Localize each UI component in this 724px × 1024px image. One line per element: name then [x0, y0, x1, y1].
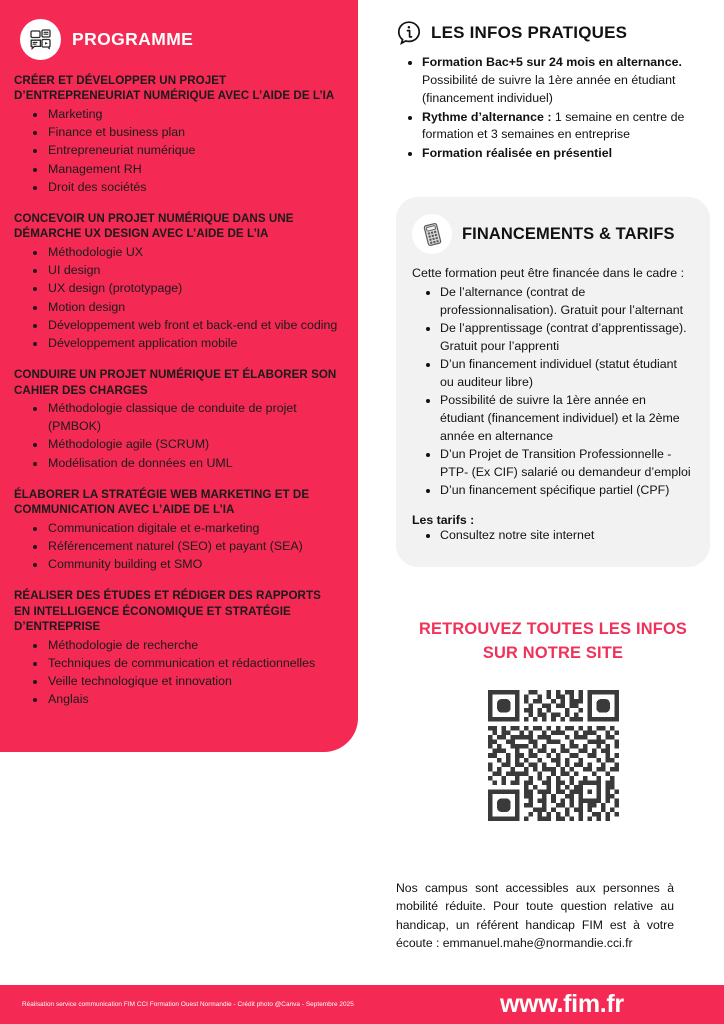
list-item: [408, 145, 710, 163]
tarifs-list: [412, 527, 692, 545]
list-item: Possibilité de suivre la 1ère année en étudiant (financement individuel) et la 2ème année en alternance: [426, 392, 692, 446]
programme-panel: [0, 0, 358, 752]
list-item: Motion design: [33, 298, 340, 316]
programme-section: [14, 73, 340, 196]
programme-sections: [14, 60, 340, 709]
footer-bar: [0, 985, 724, 1024]
list-item: Modélisation de données en UML: [33, 454, 340, 472]
list-item: Techniques de communication et rédactionnelles: [33, 654, 340, 672]
programme-section: [14, 211, 340, 352]
list-item: Référencement naturel (SEO) et payant (SEA): [33, 537, 340, 555]
financements-intro: Cette formation peut être financée dans le cadre :: [412, 266, 685, 281]
list-item: Développement web front et back-end et vibe coding: [33, 316, 340, 334]
financements-header: [412, 214, 692, 254]
section-list: [14, 399, 340, 472]
list-item: Entrepreneuriat numérique: [33, 141, 340, 159]
financements-card: [396, 197, 710, 566]
section-heading: CONCEVOIR UN PROJET NUMÉRIQUE DANS UNE DÉMARCHE UX DESIGN AVEC L’AIDE DE L’IA: [14, 211, 294, 241]
programme-title: PROGRAMME: [72, 29, 194, 49]
info-bubble-icon: [396, 20, 422, 46]
section-list: [14, 519, 340, 574]
financements-list: [412, 284, 692, 500]
qr-code[interactable]: [488, 690, 619, 821]
list-item: D’un Projet de Transition Professionnelle -PTP- (Ex CIF) salarié ou demandeur d’emploi: [426, 446, 692, 482]
list-item: Méthodologie classique de conduite de projet (PMBOK): [33, 399, 340, 435]
right-column: [396, 0, 710, 953]
list-item-bold: Formation réalisée en présentiel: [422, 146, 613, 161]
list-item: Méthodologie UX: [33, 243, 340, 261]
list-item: D’un financement spécifique partiel (CPF): [426, 482, 692, 500]
infos-pratiques-list: [396, 54, 710, 163]
list-item: UI design: [33, 261, 340, 279]
list-item: Veille technologique et innovation: [33, 672, 340, 690]
accessibility-text: Nos campus sont accessibles aux personnes à mobilité réduite. Pour toute question relative au handicap, un référent handicap FIM est à votre écoute : emmanuel.mahe@normandie.cci.fr: [396, 880, 674, 951]
qr-heading: [396, 617, 710, 666]
infos-pratiques-title: LES INFOS PRATIQUES: [431, 23, 628, 42]
section-heading: ÉLABORER LA STRATÉGIE WEB MARKETING ET DE COMMUNICATION AVEC L’AIDE DE L’IA: [14, 487, 310, 517]
qr-heading-line2: SUR NOTRE SITE: [482, 644, 624, 663]
programme-header: [14, 0, 340, 60]
section-heading: RÉALISER DES ÉTUDES ET RÉDIGER DES RAPPORTS EN INTELLIGENCE ÉCONOMIQUE ET STRATÉGIE D’ENTREPRISE: [14, 589, 321, 634]
footer-credit: Réalisation service communication FIM CCI Formation Ouest Normandie - Crédit photo @Canva - Septembre 2025: [22, 1001, 354, 1008]
calculator-icon: [412, 214, 452, 254]
section-list: [14, 636, 340, 709]
financements-title: FINANCEMENTS & TARIFS: [462, 224, 675, 243]
section-list: [14, 243, 340, 352]
list-item: Marketing: [33, 105, 340, 123]
programme-section: [14, 367, 340, 472]
list-item-bold: Formation Bac+5 sur 24 mois en alternance.: [422, 55, 682, 69]
infos-pratiques-header: [396, 0, 710, 46]
section-heading: CONDUIRE UN PROJET NUMÉRIQUE ET ÉLABORER SON CAHIER DES CHARGES: [14, 368, 337, 397]
list-item: [408, 54, 710, 108]
list-item: D’un financement individuel (statut étudiant ou auditeur libre): [426, 356, 692, 392]
list-item: Finance et business plan: [33, 123, 340, 141]
footer-website[interactable]: www.fim.fr: [500, 990, 624, 1018]
list-item-rest: 1 semaine en centre de formation et 3 semaines en entreprise: [422, 109, 685, 142]
list-item: Méthodologie agile (SCRUM): [33, 435, 340, 453]
list-item: UX design (prototypage): [33, 279, 340, 297]
programme-section: [14, 487, 340, 574]
list-item: Droit des sociétés: [33, 178, 340, 196]
list-item: Management RH: [33, 160, 340, 178]
qr-section: [396, 617, 710, 821]
section-list: [14, 105, 340, 196]
qr-heading-line1: RETROUVEZ TOUTES LES INFOS: [418, 619, 688, 638]
list-item: De l’apprentissage (contrat d’apprentissage). Gratuit pour l’apprenti: [426, 320, 692, 356]
list-item: Développement application mobile: [33, 334, 340, 352]
list-item: Anglais: [33, 690, 340, 708]
documents-media-icon: [20, 19, 61, 60]
section-heading: CRÉER ET DÉVELOPPER UN PROJET D’ENTREPRENEURIAT NUMÉRIQUE AVEC L’AIDE DE L’IA: [14, 74, 335, 103]
list-item-bold: Rythme d’alternance :: [422, 109, 552, 124]
tarifs-label: Les tarifs :: [412, 512, 475, 527]
list-item-rest: Possibilité de suivre la 1ère année en étudiant (financement individuel): [422, 72, 676, 105]
list-item: Consultez notre site internet: [426, 527, 692, 545]
list-item: Community building et SMO: [33, 555, 340, 573]
list-item: De l’alternance (contrat de professionnalisation). Gratuit pour l’alternant: [426, 284, 692, 320]
programme-section: [14, 588, 340, 708]
list-item: [408, 109, 710, 145]
list-item: Communication digitale et e-marketing: [33, 519, 340, 537]
list-item: Méthodologie de recherche: [33, 636, 340, 654]
